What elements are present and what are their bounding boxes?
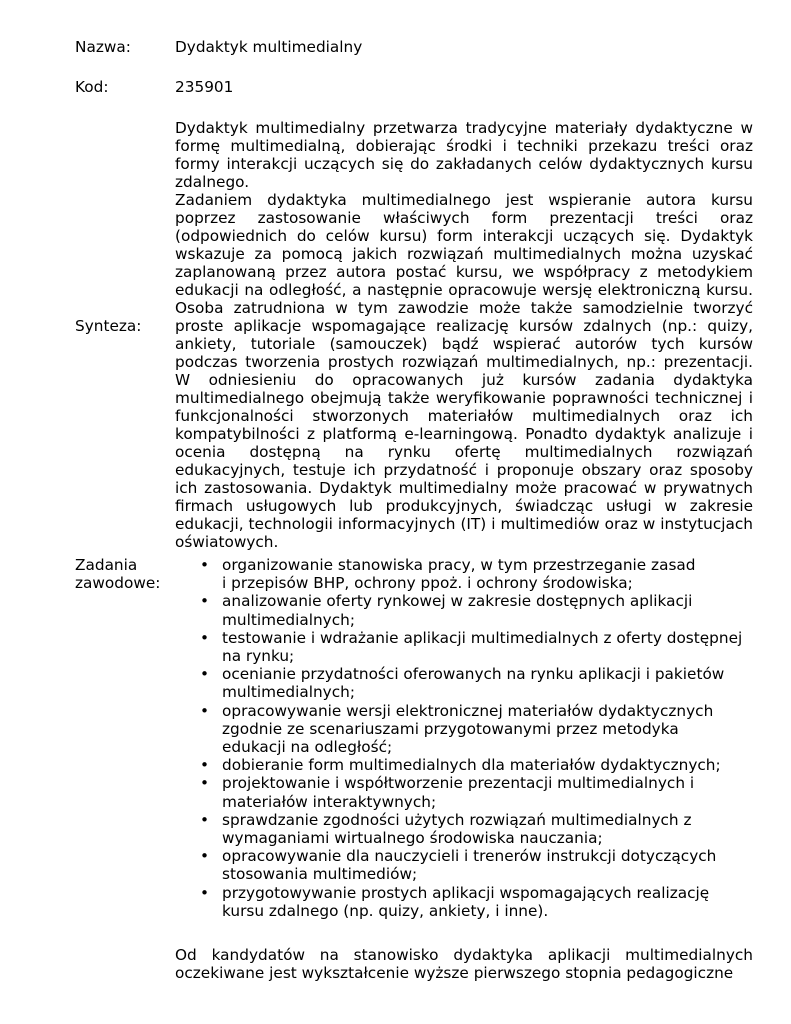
task-line: zgodnie ze scenariuszami przygotowanymi przez metodyka	[222, 719, 679, 738]
bullet-icon: •	[200, 847, 210, 866]
name-label: Nazwa:	[75, 38, 131, 56]
task-line: projektowanie i współtworzenie prezentacji multimedialnych i	[222, 774, 695, 793]
task-line: materiałów interaktywnych;	[222, 792, 437, 811]
task-line: dobieranie form multimedialnych dla materiałów dydaktycznych;	[222, 756, 721, 775]
name-value: Dydaktyk multimedialny	[175, 38, 363, 56]
task-line: stosowania multimediów;	[222, 865, 418, 884]
synthesis-text	[175, 119, 753, 551]
task-item	[175, 811, 753, 847]
bullet-icon: •	[200, 756, 210, 775]
task-line: wymaganiami wirtualnego środowiska nauczania;	[222, 829, 603, 848]
task-line: na rynku;	[222, 647, 295, 666]
task-line: multimedialnych;	[222, 610, 355, 629]
bullet-icon: •	[200, 556, 210, 574]
task-line: opracowywanie dla nauczycieli i trenerów instrukcji dotyczących	[222, 847, 717, 866]
task-line: przygotowywanie prostych aplikacji wspomagających realizację	[222, 883, 710, 902]
task-line: ocenianie przydatności oferowanych na rynku aplikacji i pakietów	[222, 665, 725, 684]
task-line: i przepisów BHP, ochrony ppoż. i ochrony środowiska;	[222, 574, 633, 593]
task-line: edukacji na odległość;	[222, 738, 393, 757]
bullet-icon: •	[200, 810, 210, 829]
task-item	[175, 592, 753, 628]
code-value: 235901	[175, 78, 234, 96]
synthesis-label: Synteza:	[75, 317, 142, 335]
task-item	[175, 774, 753, 810]
task-item	[175, 702, 753, 757]
task-item	[175, 756, 753, 774]
task-item	[175, 884, 753, 920]
task-line: multimedialnych;	[222, 683, 355, 702]
task-item	[175, 556, 753, 592]
task-item	[175, 629, 753, 665]
bullet-icon: •	[200, 701, 210, 720]
bullet-icon: •	[200, 628, 210, 647]
tasks-label-line-2: zawodowe:	[75, 574, 161, 592]
task-line: organizowanie stanowiska pracy, w tym przestrzeganie zasad	[222, 556, 696, 574]
requirements-paragraph: Od kandydatów na stanowisko dydaktyka aplikacji multimedialnych oczekiwane jest wykształcenie wyższe pierwszego stopnia pedagogiczne	[175, 946, 753, 982]
bullet-icon: •	[200, 592, 210, 611]
tasks-label-line-1: Zadania	[75, 556, 138, 574]
task-line: kursu zdalnego (np. quizy, ankiety, i inne).	[222, 901, 549, 920]
synthesis-paragraph-2: Zadaniem dydaktyka multimedialnego jest wspieranie autora kursu poprzez zastosowanie właściwych form prezentacji treści oraz (odpowiednich do celów kursu) form interakcji uczących się. Dydaktyk wskazuje za pomocą jakich rozwiązań multimedialnych można uzyskać zaplanowaną przez autora postać kursu, we współpracy z metodykiem edukacji na odległość, a następnie opracowuje wersję elektroniczną kursu. Osoba zatrudniona w tym zawodzie może także samodzielnie tworzyć proste aplikacje wspomagające realizację kursów zdalnych (np.: quizy, ankiety, tutoriale (samouczek) bądź wspierać autorów tych kursów podczas tworzenia prostych rozwiązań multimedialnych, np.: prezentacji. W odniesieniu do opracowanych już kursów zadania dydaktyka multimedialnego obejmują także weryfikowanie poprawności technicznej i funkcjonalności stworzonych materiałów multimedialnych oraz ich kompatybilności z platformą e-learningową. Ponadto dydaktyk analizuje i ocenia dostępną na rynku ofertę multimedialnych rozwiązań edukacyjnych, testuje ich przydatność i proponuje obszary oraz sposoby ich zastosowania. Dydaktyk multimedialny może pracować w prywatnych firmach usługowych lub produkcyjnych, świadcząc usługi w zakresie edukacji, technologii informacyjnych (IT) i multimediów oraz w instytucjach oświatowych.	[175, 191, 753, 551]
task-line: testowanie i wdrażanie aplikacji multimedialnych z oferty dostępnej	[222, 628, 743, 647]
task-line: sprawdzanie zgodności użytych rozwiązań multimedialnych z	[222, 810, 692, 829]
task-item	[175, 665, 753, 701]
task-item	[175, 847, 753, 883]
task-line: opracowywanie wersji elektronicznej materiałów dydaktycznych	[222, 701, 714, 720]
bullet-icon: •	[200, 883, 210, 902]
code-label: Kod:	[75, 78, 109, 96]
task-line: analizowanie oferty rynkowej w zakresie dostępnych aplikacji	[222, 592, 693, 611]
bullet-icon: •	[200, 665, 210, 684]
tasks-list	[175, 556, 753, 920]
bullet-icon: •	[200, 774, 210, 793]
tasks-label	[75, 556, 160, 592]
synthesis-paragraph-1: Dydaktyk multimedialny przetwarza tradycyjne materiały dydaktyczne w formę multimedialną, dobierając środki i techniki przekazu treści oraz formy interakcji uczących się do zakładanych celów dydaktycznych kursu zdalnego.	[175, 119, 753, 191]
